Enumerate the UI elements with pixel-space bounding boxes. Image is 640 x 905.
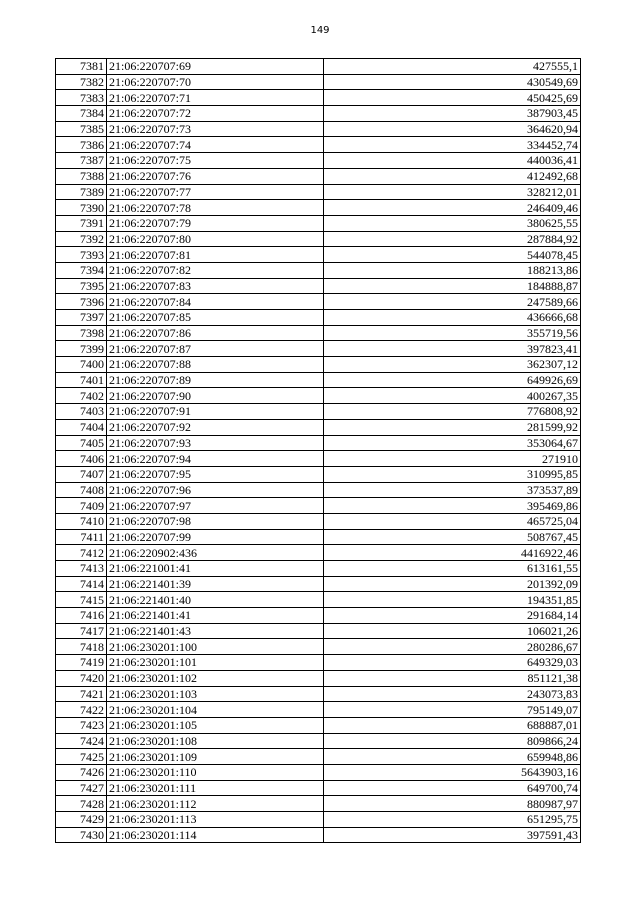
row-number-cell: 7415 (56, 592, 107, 608)
row-number-cell: 7388 (56, 168, 107, 184)
row-number-cell: 7384 (56, 106, 107, 122)
cadastral-value-cell: 5643903,16 (324, 764, 581, 780)
cadastral-value-cell: 651295,75 (324, 812, 581, 828)
table-row (56, 764, 581, 780)
row-number-cell: 7428 (56, 796, 107, 812)
cadastral-number-cell: 21:06:220707:98 (107, 513, 324, 529)
table-row (56, 812, 581, 828)
cadastral-value-cell: 613161,55 (324, 561, 581, 577)
cadastral-number-cell: 21:06:230201:105 (107, 717, 324, 733)
cadastral-number-cell: 21:06:220707:83 (107, 278, 324, 294)
row-number-cell: 7418 (56, 639, 107, 655)
table-row (56, 513, 581, 529)
row-number-cell: 7410 (56, 513, 107, 529)
cadastral-number-cell: 21:06:221001:41 (107, 561, 324, 577)
cadastral-number-cell: 21:06:220707:91 (107, 404, 324, 420)
cadastral-number-cell: 21:06:220707:85 (107, 310, 324, 326)
table-row (56, 357, 581, 373)
cadastral-number-cell: 21:06:230201:113 (107, 812, 324, 828)
cadastral-number-cell: 21:06:220707:95 (107, 466, 324, 482)
row-number-cell: 7386 (56, 137, 107, 153)
row-number-cell: 7405 (56, 435, 107, 451)
table-row (56, 717, 581, 733)
table-row (56, 184, 581, 200)
row-number-cell: 7417 (56, 623, 107, 639)
table-row (56, 341, 581, 357)
cadastral-value-cell: 465725,04 (324, 513, 581, 529)
cadastral-value-cell: 243073,83 (324, 686, 581, 702)
cadastral-value-cell: 310995,85 (324, 466, 581, 482)
table-row (56, 639, 581, 655)
cadastral-number-cell: 21:06:220707:96 (107, 482, 324, 498)
row-number-cell: 7404 (56, 419, 107, 435)
row-number-cell: 7425 (56, 749, 107, 765)
row-number-cell: 7396 (56, 294, 107, 310)
cadastral-number-cell: 21:06:220707:84 (107, 294, 324, 310)
cadastral-value-cell: 649700,74 (324, 780, 581, 796)
row-number-cell: 7413 (56, 561, 107, 577)
cadastral-number-cell: 21:06:220707:81 (107, 247, 324, 263)
cadastral-number-cell: 21:06:220707:77 (107, 184, 324, 200)
cadastral-number-cell: 21:06:220707:75 (107, 153, 324, 169)
row-number-cell: 7382 (56, 74, 107, 90)
cadastral-number-cell: 21:06:220707:69 (107, 59, 324, 75)
cadastral-number-cell: 21:06:220707:88 (107, 357, 324, 373)
cadastral-number-cell: 21:06:220707:99 (107, 529, 324, 545)
cadastral-number-cell: 21:06:220902:436 (107, 545, 324, 561)
table-row (56, 310, 581, 326)
cadastral-number-cell: 21:06:220707:72 (107, 106, 324, 122)
cadastral-number-cell: 21:06:220707:92 (107, 419, 324, 435)
table-row (56, 670, 581, 686)
row-number-cell: 7385 (56, 121, 107, 137)
row-number-cell: 7414 (56, 576, 107, 592)
cadastral-number-cell: 21:06:221401:39 (107, 576, 324, 592)
table-row (56, 435, 581, 451)
cadastral-number-cell: 21:06:230201:103 (107, 686, 324, 702)
table-row (56, 592, 581, 608)
cadastral-value-cell: 353064,67 (324, 435, 581, 451)
table-row (56, 294, 581, 310)
table-row (56, 90, 581, 106)
cadastral-number-cell: 21:06:220707:89 (107, 372, 324, 388)
cadastral-number-cell: 21:06:220707:87 (107, 341, 324, 357)
row-number-cell: 7411 (56, 529, 107, 545)
table-row (56, 137, 581, 153)
table-row (56, 168, 581, 184)
table-row (56, 796, 581, 812)
table-row (56, 451, 581, 467)
cadastral-value-cell: 880987,97 (324, 796, 581, 812)
row-number-cell: 7409 (56, 498, 107, 514)
table-body (56, 59, 581, 843)
row-number-cell: 7397 (56, 310, 107, 326)
table-row (56, 74, 581, 90)
table-row (56, 153, 581, 169)
table-row (56, 733, 581, 749)
cadastral-number-cell: 21:06:230201:102 (107, 670, 324, 686)
table-row (56, 247, 581, 263)
row-number-cell: 7387 (56, 153, 107, 169)
cadastral-number-cell: 21:06:230201:100 (107, 639, 324, 655)
cadastral-value-cell: 412492,68 (324, 168, 581, 184)
row-number-cell: 7399 (56, 341, 107, 357)
table-row (56, 262, 581, 278)
table-row (56, 404, 581, 420)
cadastral-value-cell: 397823,41 (324, 341, 581, 357)
cadastral-number-cell: 21:06:220707:86 (107, 325, 324, 341)
cadastral-number-cell: 21:06:230201:112 (107, 796, 324, 812)
cadastral-number-cell: 21:06:220707:79 (107, 215, 324, 231)
cadastral-value-cell: 776808,92 (324, 404, 581, 420)
cadastral-value-cell: 194351,85 (324, 592, 581, 608)
table-row (56, 529, 581, 545)
table-row (56, 231, 581, 247)
cadastral-value-cell: 271910 (324, 451, 581, 467)
cadastral-value-cell: 287884,92 (324, 231, 581, 247)
cadastral-value-cell: 400267,35 (324, 388, 581, 404)
cadastral-value-cell: 387903,45 (324, 106, 581, 122)
cadastral-value-cell: 106021,26 (324, 623, 581, 639)
table-row (56, 623, 581, 639)
row-number-cell: 7398 (56, 325, 107, 341)
cadastral-value-cell: 184888,87 (324, 278, 581, 294)
row-number-cell: 7406 (56, 451, 107, 467)
cadastral-value-cell: 508767,45 (324, 529, 581, 545)
row-number-cell: 7390 (56, 200, 107, 216)
cadastral-value-cell: 4416922,46 (324, 545, 581, 561)
table-row (56, 466, 581, 482)
row-number-cell: 7407 (56, 466, 107, 482)
row-number-cell: 7391 (56, 215, 107, 231)
row-number-cell: 7422 (56, 702, 107, 718)
cadastral-value-cell: 851121,38 (324, 670, 581, 686)
cadastral-value-cell: 380625,55 (324, 215, 581, 231)
page-number: 149 (310, 25, 330, 36)
table-row (56, 325, 581, 341)
cadastral-number-cell: 21:06:220707:93 (107, 435, 324, 451)
cadastral-number-cell: 21:06:220707:73 (107, 121, 324, 137)
table-row (56, 419, 581, 435)
table-row (56, 576, 581, 592)
cadastral-value-cell: 430549,69 (324, 74, 581, 90)
cadastral-value-cell: 809866,24 (324, 733, 581, 749)
table-row (56, 372, 581, 388)
table-row (56, 106, 581, 122)
row-number-cell: 7430 (56, 827, 107, 843)
table-row (56, 827, 581, 843)
row-number-cell: 7403 (56, 404, 107, 420)
row-number-cell: 7420 (56, 670, 107, 686)
cadastral-value-cell: 795149,07 (324, 702, 581, 718)
row-number-cell: 7392 (56, 231, 107, 247)
cadastral-number-cell: 21:06:230201:104 (107, 702, 324, 718)
table-row (56, 215, 581, 231)
row-number-cell: 7421 (56, 686, 107, 702)
table-row (56, 498, 581, 514)
cadastral-value-cell: 649329,03 (324, 655, 581, 671)
cadastral-value-cell: 280286,67 (324, 639, 581, 655)
cadastral-number-cell: 21:06:220707:90 (107, 388, 324, 404)
cadastral-number-cell: 21:06:230201:101 (107, 655, 324, 671)
cadastral-value-cell: 397591,43 (324, 827, 581, 843)
cadastral-value-cell: 201392,09 (324, 576, 581, 592)
row-number-cell: 7423 (56, 717, 107, 733)
row-number-cell: 7429 (56, 812, 107, 828)
cadastral-number-cell: 21:06:221401:40 (107, 592, 324, 608)
cadastral-number-cell: 21:06:220707:78 (107, 200, 324, 216)
cadastral-number-cell: 21:06:221401:43 (107, 623, 324, 639)
row-number-cell: 7400 (56, 357, 107, 373)
cadastral-number-cell: 21:06:230201:109 (107, 749, 324, 765)
cadastral-number-cell: 21:06:230201:110 (107, 764, 324, 780)
table-row (56, 608, 581, 624)
row-number-cell: 7426 (56, 764, 107, 780)
cadastral-value-cell: 440036,41 (324, 153, 581, 169)
cadastral-value-cell: 395469,86 (324, 498, 581, 514)
cadastral-value-cell: 544078,45 (324, 247, 581, 263)
row-number-cell: 7394 (56, 262, 107, 278)
cadastral-value-cell: 355719,56 (324, 325, 581, 341)
cadastral-number-cell: 21:06:230201:111 (107, 780, 324, 796)
row-number-cell: 7419 (56, 655, 107, 671)
row-number-cell: 7424 (56, 733, 107, 749)
cadastral-value-table (55, 58, 581, 843)
table-row (56, 780, 581, 796)
cadastral-value-cell: 436666,68 (324, 310, 581, 326)
table-row (56, 121, 581, 137)
cadastral-number-cell: 21:06:220707:76 (107, 168, 324, 184)
cadastral-value-cell: 364620,94 (324, 121, 581, 137)
cadastral-number-cell: 21:06:221401:41 (107, 608, 324, 624)
table-row (56, 388, 581, 404)
cadastral-value-cell: 649926,69 (324, 372, 581, 388)
cadastral-number-cell: 21:06:220707:94 (107, 451, 324, 467)
table-row (56, 545, 581, 561)
table-row (56, 200, 581, 216)
cadastral-value-cell: 291684,14 (324, 608, 581, 624)
cadastral-value-cell: 334452,74 (324, 137, 581, 153)
row-number-cell: 7395 (56, 278, 107, 294)
table-row (56, 278, 581, 294)
cadastral-value-cell: 328212,01 (324, 184, 581, 200)
table-row (56, 655, 581, 671)
cadastral-value-cell: 246409,46 (324, 200, 581, 216)
table-row (56, 561, 581, 577)
row-number-cell: 7412 (56, 545, 107, 561)
cadastral-number-cell: 21:06:230201:108 (107, 733, 324, 749)
table-row (56, 686, 581, 702)
cadastral-value-cell: 188213,86 (324, 262, 581, 278)
cadastral-value-cell: 688887,01 (324, 717, 581, 733)
cadastral-value-cell: 659948,86 (324, 749, 581, 765)
cadastral-number-cell: 21:06:220707:82 (107, 262, 324, 278)
row-number-cell: 7427 (56, 780, 107, 796)
cadastral-number-cell: 21:06:220707:80 (107, 231, 324, 247)
cadastral-value-cell: 247589,66 (324, 294, 581, 310)
row-number-cell: 7416 (56, 608, 107, 624)
row-number-cell: 7408 (56, 482, 107, 498)
cadastral-number-cell: 21:06:220707:74 (107, 137, 324, 153)
cadastral-value-cell: 281599,92 (324, 419, 581, 435)
cadastral-number-cell: 21:06:220707:70 (107, 74, 324, 90)
table-row (56, 702, 581, 718)
cadastral-value-cell: 373537,89 (324, 482, 581, 498)
row-number-cell: 7381 (56, 59, 107, 75)
table-row (56, 482, 581, 498)
row-number-cell: 7393 (56, 247, 107, 263)
cadastral-value-cell: 427555,1 (324, 59, 581, 75)
cadastral-number-cell: 21:06:220707:97 (107, 498, 324, 514)
table-row (56, 749, 581, 765)
row-number-cell: 7389 (56, 184, 107, 200)
row-number-cell: 7401 (56, 372, 107, 388)
cadastral-number-cell: 21:06:220707:71 (107, 90, 324, 106)
cadastral-value-cell: 450425,69 (324, 90, 581, 106)
cadastral-value-cell: 362307,12 (324, 357, 581, 373)
row-number-cell: 7402 (56, 388, 107, 404)
row-number-cell: 7383 (56, 90, 107, 106)
cadastral-number-cell: 21:06:230201:114 (107, 827, 324, 843)
table-row (56, 59, 581, 75)
